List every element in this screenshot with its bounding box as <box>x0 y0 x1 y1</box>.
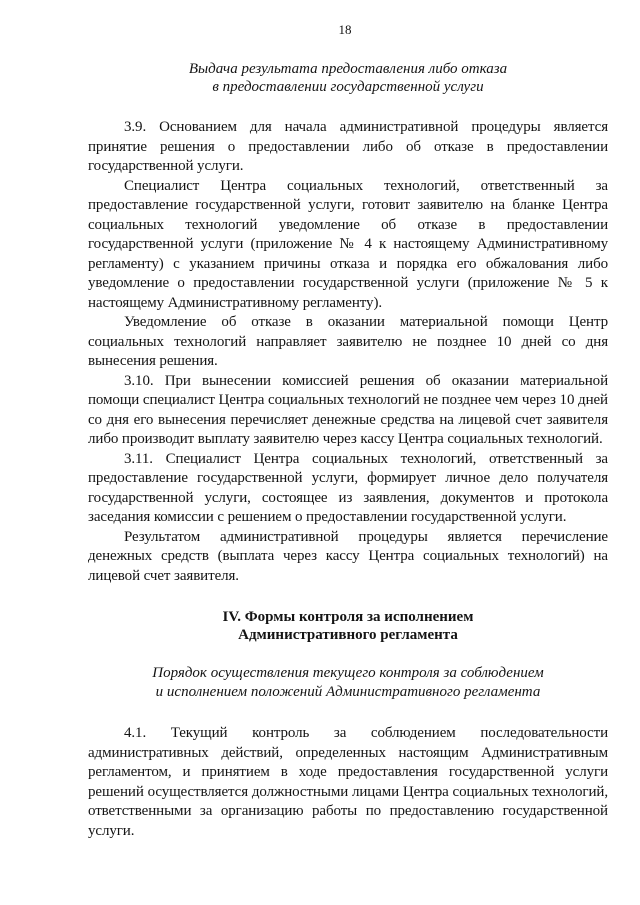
paragraph-4-1: 4.1. Текущий контроль за соблюдением последовательности административных действий, определенных настоящим Административным регламентом, и принятием в ходе предоставления государственной услуги решений осуществляется должностными лицами Центра социальных технологий, ответственными за организацию работы по предоставлению государственной услуги. <box>88 725 608 839</box>
subsection-title <box>88 60 608 96</box>
page-number: 18 <box>338 22 352 37</box>
paragraph-specialist-notice: Специалист Центра социальных технологий, ответственный за предоставление государственной услуги, готовит заявителю на бланке Центра социальных технологий уведомление об отказе в предоставлении государственной услуги (приложение № 4 к настоящему Административному регламенту) с указанием причины отказа и порядка его обжалования либо уведомление о предоставлении государственной услуги (приложение № 5 к настоящему Административному регламенту). <box>88 177 608 311</box>
paragraph-3-10: 3.10. При вынесении комиссией решения об оказании материальной помощи специалист Центра социальных технологий не позднее чем через 10 дней со дня его вынесения перечисляет денежные средства на лицевой счет заявителя либо производит выплату заявителю через кассу Центра социальных технологий. <box>88 372 608 447</box>
sub-heading-line1: Порядок осуществления текущего контроля за соблюдением <box>152 665 544 681</box>
subsection-title-line2: в предоставлении государственной услуги <box>212 79 484 95</box>
paragraph-3-11: 3.11. Специалист Центра социальных технологий, ответственный за предоставление государственной услуги, формирует личное дело получателя государственной услуги, состоящее из заявления, документов и протокола заседания комиссии с решением о предоставлении государственной услуги. <box>88 450 608 525</box>
sub-heading <box>88 664 608 702</box>
subsection-title-line1: Выдача результата предоставления либо отказа <box>188 61 508 77</box>
paragraph-result: Результатом административной процедуры является перечисление денежных средств (выплата через кассу Центра социальных технологий) на лицевой счет заявителя. <box>88 528 608 584</box>
section-title-line1: IV. Формы контроля за исполнением <box>222 609 474 625</box>
sub-heading-line2: и исполнением положений Административного регламента <box>155 684 541 700</box>
paragraph-refusal-notice: Уведомление об отказе в оказании материальной помощи Центр социальных технологий направляет заявителю не позднее 10 дней со дня вынесения решения. <box>88 314 608 369</box>
document-page <box>88 22 608 841</box>
paragraph-3-9: 3.9. Основанием для начала административной процедуры является принятие решения о предоставлении либо об отказе в предоставлении государственной услуги. <box>88 119 608 174</box>
section-title-line2: Административного регламента <box>238 627 458 643</box>
section-title <box>88 608 608 644</box>
